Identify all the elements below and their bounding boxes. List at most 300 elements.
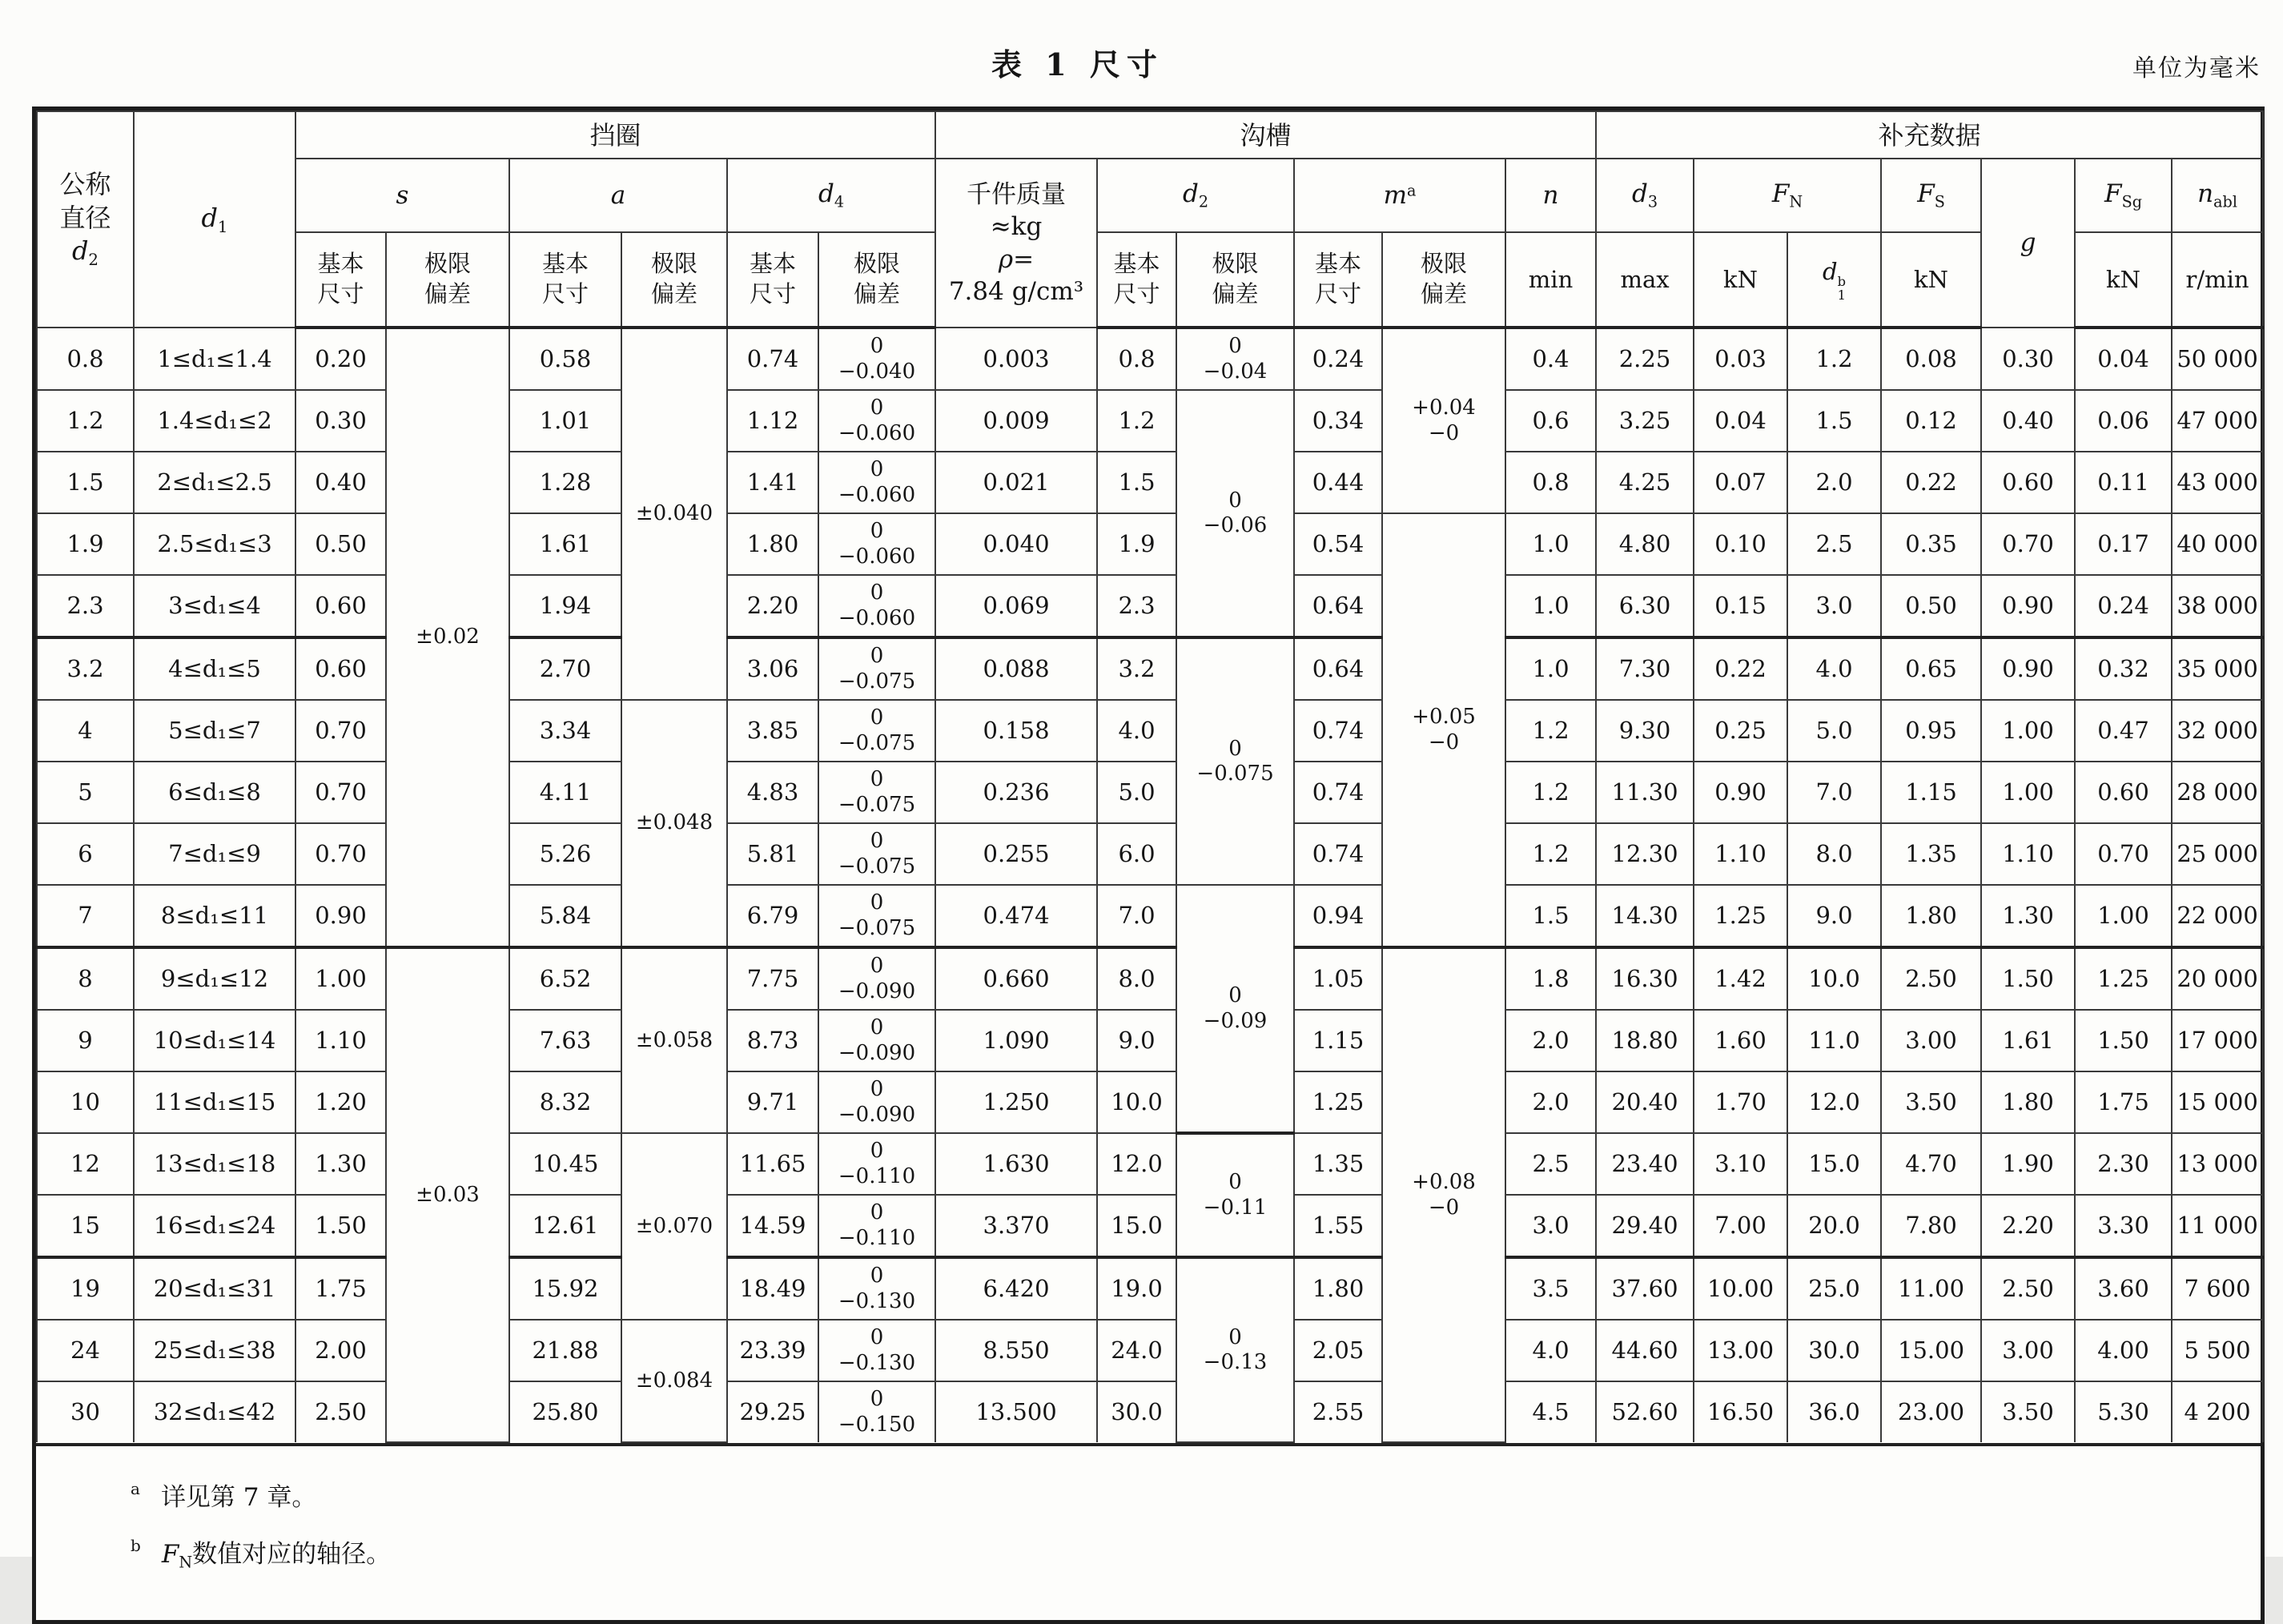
d4-dev-cell: 0 −0.075 — [818, 823, 935, 885]
a-basic-cell: 25.80 — [509, 1381, 621, 1442]
d1-range-cell: 4≤d₁≤5 — [134, 637, 295, 700]
d1-range-cell: 20≤d₁≤31 — [134, 1257, 295, 1320]
header-group-groove: 沟槽 — [935, 111, 1596, 159]
fn-kn-cell: 0.90 — [1694, 762, 1787, 823]
table-row — [37, 1133, 2263, 1195]
d2-basic-cell: 9.0 — [1097, 1010, 1176, 1071]
d1-range-cell: 1≤d₁≤1.4 — [134, 328, 295, 390]
m-basic-cell: 1.35 — [1294, 1133, 1382, 1195]
d4-dev-cell: 0 −0.150 — [818, 1381, 935, 1442]
m-basic-cell: 2.05 — [1294, 1320, 1382, 1381]
table-row — [37, 700, 2263, 762]
m-basic-cell: 0.64 — [1294, 637, 1382, 700]
n-abl-cell: 20 000 — [2172, 947, 2263, 1010]
mass-cell: 0.009 — [935, 390, 1097, 452]
d4-basic-cell: 14.59 — [727, 1195, 818, 1257]
n-min-cell: 0.8 — [1505, 452, 1596, 513]
s-dev-cell: ±0.02 — [386, 328, 509, 947]
s-basic-cell: 1.30 — [295, 1133, 386, 1195]
mass-cell: 0.040 — [935, 513, 1097, 575]
d1-range-cell: 11≤d₁≤15 — [134, 1071, 295, 1133]
header-m-basic: 基本 尺寸 — [1294, 232, 1382, 328]
n-min-cell: 2.0 — [1505, 1071, 1596, 1133]
header-d4: $d_4$ — [727, 159, 935, 232]
d4-dev-cell: 0 −0.060 — [818, 575, 935, 637]
d1b-cell: 2.5 — [1787, 513, 1881, 575]
table-row — [37, 390, 2263, 452]
table-row — [37, 452, 2263, 513]
n-abl-cell: 5 500 — [2172, 1320, 2263, 1381]
d2-basic-cell: 5.0 — [1097, 762, 1176, 823]
table-header — [37, 111, 2263, 328]
header-d1b: d b 1 — [1787, 232, 1881, 328]
fn-kn-cell: 16.50 — [1694, 1381, 1787, 1442]
a-basic-cell: 6.52 — [509, 947, 621, 1010]
nominal-cell: 4 — [37, 700, 134, 762]
d4-basic-cell: 5.81 — [727, 823, 818, 885]
fn-kn-cell: 1.70 — [1694, 1071, 1787, 1133]
n-abl-cell: 38 000 — [2172, 575, 2263, 637]
d4-basic-cell: 11.65 — [727, 1133, 818, 1195]
d1b-cell: 10.0 — [1787, 947, 1881, 1010]
n-min-cell: 2.0 — [1505, 1010, 1596, 1071]
d2-basic-cell: 2.3 — [1097, 575, 1176, 637]
header-nominal-diameter: 公称 直径 $d_2$ — [37, 111, 134, 328]
d4-basic-cell: 18.49 — [727, 1257, 818, 1320]
header-s: s — [295, 159, 509, 232]
nominal-cell: 19 — [37, 1257, 134, 1320]
fs-kn-cell: 15.00 — [1881, 1320, 1981, 1381]
s-basic-cell: 2.00 — [295, 1320, 386, 1381]
fs-kn-cell: 0.22 — [1881, 452, 1981, 513]
a-basic-cell: 8.32 — [509, 1071, 621, 1133]
header-d2-dev: 极限 偏差 — [1176, 232, 1294, 328]
g-cell: 3.00 — [1981, 1320, 2075, 1381]
a-basic-cell: 3.34 — [509, 700, 621, 762]
d2-basic-cell: 12.0 — [1097, 1133, 1176, 1195]
s-basic-cell: 0.90 — [295, 885, 386, 947]
n-min-cell: 1.2 — [1505, 823, 1596, 885]
footnote-b-text: 数值对应的轴径。 — [192, 1540, 392, 1569]
d4-dev-cell: 0 −0.060 — [818, 513, 935, 575]
d3-max-cell: 2.25 — [1596, 328, 1694, 390]
d2-dev-cell: 0 −0.06 — [1176, 390, 1294, 637]
fn-kn-cell: 1.42 — [1694, 947, 1787, 1010]
d4-dev-cell: 0 −0.060 — [818, 452, 935, 513]
table-body — [37, 328, 2263, 1442]
fs-kn-cell: 0.12 — [1881, 390, 1981, 452]
g-cell: 1.00 — [1981, 700, 2075, 762]
n-abl-cell: 4 200 — [2172, 1381, 2263, 1442]
d3-max-cell: 4.80 — [1596, 513, 1694, 575]
d4-basic-cell: 0.74 — [727, 328, 818, 390]
mass-cell: 0.236 — [935, 762, 1097, 823]
d4-dev-cell: 0 −0.110 — [818, 1195, 935, 1257]
table-row — [37, 1381, 2263, 1442]
header-d4-basic: 基本 尺寸 — [727, 232, 818, 328]
d4-dev-cell: 0 −0.040 — [818, 328, 935, 390]
fs-kn-cell: 3.00 — [1881, 1010, 1981, 1071]
d4-basic-cell: 1.41 — [727, 452, 818, 513]
n-min-cell: 1.0 — [1505, 637, 1596, 700]
d3-max-cell: 29.40 — [1596, 1195, 1694, 1257]
s-basic-cell: 1.50 — [295, 1195, 386, 1257]
n-min-cell: 4.5 — [1505, 1381, 1596, 1442]
fsg-kn-cell: 0.60 — [2075, 762, 2172, 823]
d2-dev-cell: 0 −0.075 — [1176, 637, 1294, 885]
a-basic-cell: 7.63 — [509, 1010, 621, 1071]
m-basic-cell: 0.54 — [1294, 513, 1382, 575]
footnote-a-text: 详见第 7 章。 — [160, 1483, 317, 1512]
fn-kn-cell: 7.00 — [1694, 1195, 1787, 1257]
s-basic-cell: 0.60 — [295, 575, 386, 637]
d4-basic-cell: 9.71 — [727, 1071, 818, 1133]
header-d2-basic: 基本 尺寸 — [1097, 232, 1176, 328]
g-cell: 0.90 — [1981, 637, 2075, 700]
mass-cell: 3.370 — [935, 1195, 1097, 1257]
g-cell: 0.90 — [1981, 575, 2075, 637]
d4-basic-cell: 6.79 — [727, 885, 818, 947]
d2-dev-cell: 0 −0.04 — [1176, 328, 1294, 390]
g-cell: 0.40 — [1981, 390, 2075, 452]
m-basic-cell: 0.34 — [1294, 390, 1382, 452]
d3-max-cell: 12.30 — [1596, 823, 1694, 885]
fsg-kn-cell: 0.32 — [2075, 637, 2172, 700]
header-a-basic: 基本 尺寸 — [509, 232, 621, 328]
fs-kn-cell: 1.80 — [1881, 885, 1981, 947]
d1b-cell: 3.0 — [1787, 575, 1881, 637]
s-dev-cell: ±0.03 — [386, 947, 509, 1442]
d1b-cell: 7.0 — [1787, 762, 1881, 823]
nominal-cell: 1.5 — [37, 452, 134, 513]
mass-cell: 0.069 — [935, 575, 1097, 637]
d1b-cell: 1.5 — [1787, 390, 1881, 452]
d1b-cell: 15.0 — [1787, 1133, 1881, 1195]
n-abl-cell: 13 000 — [2172, 1133, 2263, 1195]
fsg-kn-cell: 3.60 — [2075, 1257, 2172, 1320]
g-cell: 3.50 — [1981, 1381, 2075, 1442]
fn-kn-cell: 10.00 — [1694, 1257, 1787, 1320]
d1-range-cell: 10≤d₁≤14 — [134, 1010, 295, 1071]
table-row — [37, 1320, 2263, 1381]
g-cell: 1.61 — [1981, 1010, 2075, 1071]
d2-basic-cell: 19.0 — [1097, 1257, 1176, 1320]
header-d1: $d_1$ — [134, 111, 295, 328]
d4-dev-cell: 0 −0.130 — [818, 1320, 935, 1381]
fn-kn-cell: 1.25 — [1694, 885, 1787, 947]
d2-basic-cell: 24.0 — [1097, 1320, 1176, 1381]
m-basic-cell: 0.74 — [1294, 762, 1382, 823]
mass-cell: 6.420 — [935, 1257, 1097, 1320]
g-cell: 1.90 — [1981, 1133, 2075, 1195]
fsg-kn-cell: 2.30 — [2075, 1133, 2172, 1195]
table-title: 表 1 尺寸 — [991, 46, 1164, 82]
d1b-cell: 5.0 — [1787, 700, 1881, 762]
header-group-ring: 挡圈 — [295, 111, 935, 159]
d2-basic-cell: 4.0 — [1097, 700, 1176, 762]
fs-kn-cell: 0.08 — [1881, 328, 1981, 390]
s-basic-cell: 1.00 — [295, 947, 386, 1010]
dimension-table — [36, 111, 2264, 1443]
header-FN: $F_N$ — [1694, 159, 1881, 232]
d4-dev-cell: 0 −0.090 — [818, 947, 935, 1010]
table-row — [37, 947, 2263, 1010]
g-cell: 1.80 — [1981, 1071, 2075, 1133]
fs-kn-cell: 1.35 — [1881, 823, 1981, 885]
fsg-kn-cell: 3.30 — [2075, 1195, 2172, 1257]
table-outer-box — [32, 107, 2265, 1624]
d1-range-cell: 9≤d₁≤12 — [134, 947, 295, 1010]
mass-cell: 0.003 — [935, 328, 1097, 390]
n-min-cell: 0.6 — [1505, 390, 1596, 452]
s-basic-cell: 1.10 — [295, 1010, 386, 1071]
n-min-cell: 1.0 — [1505, 575, 1596, 637]
a-dev-cell: ±0.058 — [621, 947, 727, 1133]
d2-basic-cell: 1.2 — [1097, 390, 1176, 452]
d1-range-cell: 1.4≤d₁≤2 — [134, 390, 295, 452]
d2-basic-cell: 1.5 — [1097, 452, 1176, 513]
fsg-kn-cell: 1.00 — [2075, 885, 2172, 947]
d3-max-cell: 18.80 — [1596, 1010, 1694, 1071]
n-abl-cell: 7 600 — [2172, 1257, 2263, 1320]
nominal-cell: 10 — [37, 1071, 134, 1133]
fn-kn-cell: 0.07 — [1694, 452, 1787, 513]
header-FS-kN: kN — [1881, 232, 1981, 328]
table-row — [37, 1195, 2263, 1257]
a-basic-cell: 1.94 — [509, 575, 621, 637]
d4-basic-cell: 8.73 — [727, 1010, 818, 1071]
fs-kn-cell: 7.80 — [1881, 1195, 1981, 1257]
header-groove-d2: $d_2$ — [1097, 159, 1294, 232]
d1b-cell: 4.0 — [1787, 637, 1881, 700]
d1-range-cell: 6≤d₁≤8 — [134, 762, 295, 823]
d3-max-cell: 4.25 — [1596, 452, 1694, 513]
m-dev-cell: +0.08 −0 — [1382, 947, 1505, 1442]
fn-kn-cell: 0.25 — [1694, 700, 1787, 762]
table-row — [37, 1257, 2263, 1320]
fsg-kn-cell: 5.30 — [2075, 1381, 2172, 1442]
nominal-cell: 30 — [37, 1381, 134, 1442]
fn-kn-cell: 3.10 — [1694, 1133, 1787, 1195]
unit-note: 单位为毫米 — [2132, 54, 2261, 82]
fsg-kn-cell: 0.70 — [2075, 823, 2172, 885]
mass-cell: 0.255 — [935, 823, 1097, 885]
n-abl-cell: 43 000 — [2172, 452, 2263, 513]
a-basic-cell: 5.26 — [509, 823, 621, 885]
s-basic-cell: 0.70 — [295, 762, 386, 823]
mass-cell: 0.474 — [935, 885, 1097, 947]
m-basic-cell: 0.44 — [1294, 452, 1382, 513]
d1-range-cell: 5≤d₁≤7 — [134, 700, 295, 762]
fs-kn-cell: 0.65 — [1881, 637, 1981, 700]
g-cell: 1.30 — [1981, 885, 2075, 947]
n-min-cell: 3.0 — [1505, 1195, 1596, 1257]
g-cell: 0.60 — [1981, 452, 2075, 513]
table-row — [37, 1071, 2263, 1133]
header-g: g — [1981, 159, 2075, 328]
d1-range-cell: 3≤d₁≤4 — [134, 575, 295, 637]
fsg-kn-cell: 0.04 — [2075, 328, 2172, 390]
mass-cell: 0.158 — [935, 700, 1097, 762]
d1b-cell: 2.0 — [1787, 452, 1881, 513]
d1b-cell: 1.2 — [1787, 328, 1881, 390]
table-row — [37, 823, 2263, 885]
d2-basic-cell: 7.0 — [1097, 885, 1176, 947]
d4-basic-cell: 4.83 — [727, 762, 818, 823]
n-abl-cell: 15 000 — [2172, 1071, 2263, 1133]
mass-cell: 1.630 — [935, 1133, 1097, 1195]
fn-kn-cell: 0.15 — [1694, 575, 1787, 637]
footnote-a — [131, 1477, 2261, 1513]
fn-kn-cell: 0.03 — [1694, 328, 1787, 390]
a-basic-cell: 10.45 — [509, 1133, 621, 1195]
n-abl-cell: 50 000 — [2172, 328, 2263, 390]
fn-kn-cell: 0.22 — [1694, 637, 1787, 700]
nominal-cell: 1.2 — [37, 390, 134, 452]
m-basic-cell: 0.24 — [1294, 328, 1382, 390]
header-mass-per-1000: 千件质量 ≈kg ρ= 7.84 g/cm³ — [935, 159, 1097, 328]
fn-kn-cell: 13.00 — [1694, 1320, 1787, 1381]
s-basic-cell: 0.20 — [295, 328, 386, 390]
header-s-basic: 基本 尺寸 — [295, 232, 386, 328]
a-basic-cell: 15.92 — [509, 1257, 621, 1320]
s-basic-cell: 0.70 — [295, 823, 386, 885]
s-basic-cell: 1.75 — [295, 1257, 386, 1320]
d3-max-cell: 23.40 — [1596, 1133, 1694, 1195]
a-basic-cell: 1.61 — [509, 513, 621, 575]
g-cell: 1.00 — [1981, 762, 2075, 823]
nominal-cell: 6 — [37, 823, 134, 885]
n-min-cell: 1.5 — [1505, 885, 1596, 947]
d2-basic-cell: 6.0 — [1097, 823, 1176, 885]
s-basic-cell: 0.40 — [295, 452, 386, 513]
d4-basic-cell: 1.12 — [727, 390, 818, 452]
footnote-b-symbol: F — [161, 1540, 179, 1569]
header-FSg-kN: kN — [2075, 232, 2172, 328]
d4-dev-cell: 0 −0.060 — [818, 390, 935, 452]
n-min-cell: 0.4 — [1505, 328, 1596, 390]
header-FSg: $F_{Sg}$ — [2075, 159, 2172, 232]
nominal-cell: 24 — [37, 1320, 134, 1381]
d2-dev-cell: 0 −0.13 — [1176, 1257, 1294, 1442]
s-basic-cell: 0.70 — [295, 700, 386, 762]
table-row — [37, 637, 2263, 700]
header-d3-max: max — [1596, 232, 1694, 328]
d1-range-cell: 7≤d₁≤9 — [134, 823, 295, 885]
a-basic-cell: 5.84 — [509, 885, 621, 947]
d4-basic-cell: 1.80 — [727, 513, 818, 575]
a-basic-cell: 21.88 — [509, 1320, 621, 1381]
d4-basic-cell: 7.75 — [727, 947, 818, 1010]
d3-max-cell: 14.30 — [1596, 885, 1694, 947]
d4-basic-cell: 2.20 — [727, 575, 818, 637]
d4-dev-cell: 0 −0.075 — [818, 885, 935, 947]
a-basic-cell: 2.70 — [509, 637, 621, 700]
fs-kn-cell: 0.50 — [1881, 575, 1981, 637]
fsg-kn-cell: 1.25 — [2075, 947, 2172, 1010]
n-abl-cell: 25 000 — [2172, 823, 2263, 885]
mass-cell: 0.660 — [935, 947, 1097, 1010]
d4-basic-cell: 29.25 — [727, 1381, 818, 1442]
m-basic-cell: 1.80 — [1294, 1257, 1382, 1320]
d1b-cell: 36.0 — [1787, 1381, 1881, 1442]
m-basic-cell: 1.15 — [1294, 1010, 1382, 1071]
header-group-supplementary: 补充数据 — [1596, 111, 2263, 159]
d2-basic-cell: 30.0 — [1097, 1381, 1176, 1442]
g-cell: 1.10 — [1981, 823, 2075, 885]
d4-dev-cell: 0 −0.130 — [818, 1257, 935, 1320]
d1b-cell: 11.0 — [1787, 1010, 1881, 1071]
d4-basic-cell: 23.39 — [727, 1320, 818, 1381]
header-s-dev: 极限 偏差 — [386, 232, 509, 328]
s-basic-cell: 1.20 — [295, 1071, 386, 1133]
d1b-cell: 25.0 — [1787, 1257, 1881, 1320]
mass-cell: 0.021 — [935, 452, 1097, 513]
d1b-cell: 9.0 — [1787, 885, 1881, 947]
nominal-cell: 8 — [37, 947, 134, 1010]
nominal-cell: 5 — [37, 762, 134, 823]
a-basic-cell: 1.01 — [509, 390, 621, 452]
nominal-cell: 0.8 — [37, 328, 134, 390]
fs-kn-cell: 11.00 — [1881, 1257, 1981, 1320]
d2-basic-cell: 15.0 — [1097, 1195, 1176, 1257]
d4-dev-cell: 0 −0.075 — [818, 762, 935, 823]
mass-cell: 1.250 — [935, 1071, 1097, 1133]
nominal-cell: 15 — [37, 1195, 134, 1257]
s-basic-cell: 0.60 — [295, 637, 386, 700]
mass-cell: 8.550 — [935, 1320, 1097, 1381]
nominal-cell: 3.2 — [37, 637, 134, 700]
n-min-cell: 1.0 — [1505, 513, 1596, 575]
m-basic-cell: 1.05 — [1294, 947, 1382, 1010]
n-abl-cell: 32 000 — [2172, 700, 2263, 762]
fsg-kn-cell: 0.24 — [2075, 575, 2172, 637]
footnote-b — [131, 1534, 2261, 1572]
header-a: a — [509, 159, 727, 232]
header-d3: $d_3$ — [1596, 159, 1694, 232]
n-abl-cell: 28 000 — [2172, 762, 2263, 823]
table-row — [37, 762, 2263, 823]
fs-kn-cell: 23.00 — [1881, 1381, 1981, 1442]
fsg-kn-cell: 1.75 — [2075, 1071, 2172, 1133]
header-m-dev: 极限 偏差 — [1382, 232, 1505, 328]
d1-range-cell: 32≤d₁≤42 — [134, 1381, 295, 1442]
a-basic-cell: 0.58 — [509, 328, 621, 390]
g-cell: 0.70 — [1981, 513, 2075, 575]
n-abl-cell: 22 000 — [2172, 885, 2263, 947]
d4-dev-cell: 0 −0.090 — [818, 1010, 935, 1071]
d2-basic-cell: 3.2 — [1097, 637, 1176, 700]
n-min-cell: 1.2 — [1505, 700, 1596, 762]
n-abl-cell: 40 000 — [2172, 513, 2263, 575]
nominal-cell: 1.9 — [37, 513, 134, 575]
d1-range-cell: 16≤d₁≤24 — [134, 1195, 295, 1257]
g-cell: 2.20 — [1981, 1195, 2075, 1257]
d4-dev-cell: 0 −0.090 — [818, 1071, 935, 1133]
a-dev-cell: ±0.070 — [621, 1133, 727, 1320]
m-basic-cell: 0.64 — [1294, 575, 1382, 637]
footnote-b-symbol-sub: N — [179, 1553, 193, 1572]
d1b-cell: 30.0 — [1787, 1320, 1881, 1381]
d4-dev-cell: 0 −0.110 — [818, 1133, 935, 1195]
d1-range-cell: 8≤d₁≤11 — [134, 885, 295, 947]
header-n-min: min — [1505, 232, 1596, 328]
d3-max-cell: 6.30 — [1596, 575, 1694, 637]
n-min-cell: 3.5 — [1505, 1257, 1596, 1320]
d3-max-cell: 37.60 — [1596, 1257, 1694, 1320]
d1b-cell: 8.0 — [1787, 823, 1881, 885]
table-row — [37, 328, 2263, 390]
